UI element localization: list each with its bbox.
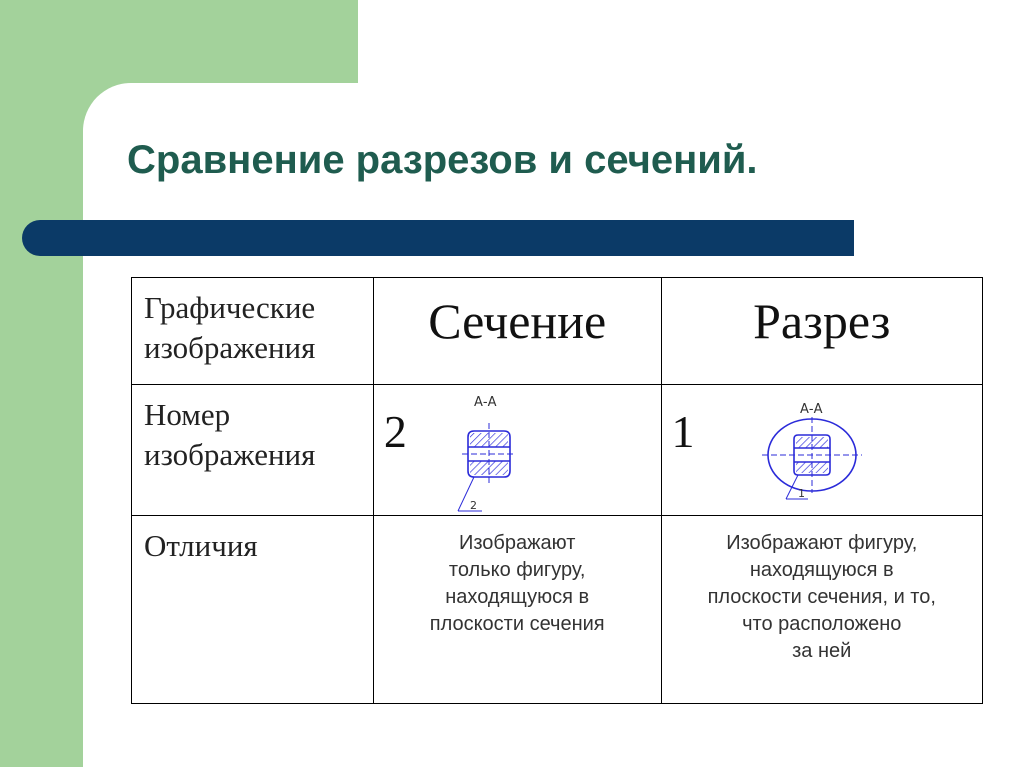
diff-label-text: Отличия <box>144 528 258 563</box>
section-desc-line-2: только фигуру, <box>448 559 586 581</box>
section-caption: А-А <box>473 395 497 410</box>
header-label-cell <box>132 278 374 385</box>
header-cut-cell <box>661 278 983 385</box>
title-underline-bar <box>22 220 854 256</box>
section-description <box>374 530 661 638</box>
section-diff-cell <box>373 516 661 704</box>
section-desc-line-4: плоскости сечения <box>429 613 605 635</box>
cut-caption: А-А <box>799 402 822 417</box>
section-leader-label: 2 <box>469 499 477 512</box>
table-header-row <box>132 278 983 385</box>
slide-title: Сравнение разрезов и сечений. <box>127 138 758 182</box>
number-label <box>144 395 315 475</box>
cut-desc-line-4: что расположено <box>742 613 902 635</box>
section-desc-line-3: находящуюся в <box>445 586 590 608</box>
number-label-line-1: Номер <box>144 397 231 432</box>
cut-desc-line-5: за ней <box>792 640 852 662</box>
cut-number: 1 <box>671 406 695 457</box>
comparison-table <box>131 277 983 704</box>
diff-label-cell <box>132 516 374 704</box>
number-label-line-2: изображения <box>144 437 316 472</box>
number-label-cell <box>132 385 374 516</box>
header-section-cell <box>373 278 661 385</box>
section-drawing <box>452 391 542 516</box>
cut-desc-line-2: находящуюся в <box>749 559 894 581</box>
table-row-number <box>132 385 983 516</box>
cut-number-cell <box>661 385 983 516</box>
cut-description <box>662 530 983 665</box>
cut-leader-label: 1 <box>797 487 805 500</box>
header-label-line-1: Графические <box>144 290 316 325</box>
header-label <box>144 288 315 368</box>
white-top-area <box>358 0 1024 84</box>
column-header-cut: Разрез <box>753 293 891 349</box>
column-header-section: Сечение <box>428 293 607 349</box>
section-number-cell <box>373 385 661 516</box>
cut-desc-line-1: Изображают фигуру, <box>726 532 918 554</box>
cut-desc-line-3: плоскости сечения, и то, <box>707 586 936 608</box>
table-row-differences <box>132 516 983 704</box>
section-number: 2 <box>383 406 407 457</box>
cut-drawing <box>754 393 864 508</box>
diff-label <box>144 526 258 566</box>
header-label-line-2: изображения <box>144 330 316 365</box>
cut-diff-cell <box>661 516 983 704</box>
section-desc-line-1: Изображают <box>458 532 576 554</box>
